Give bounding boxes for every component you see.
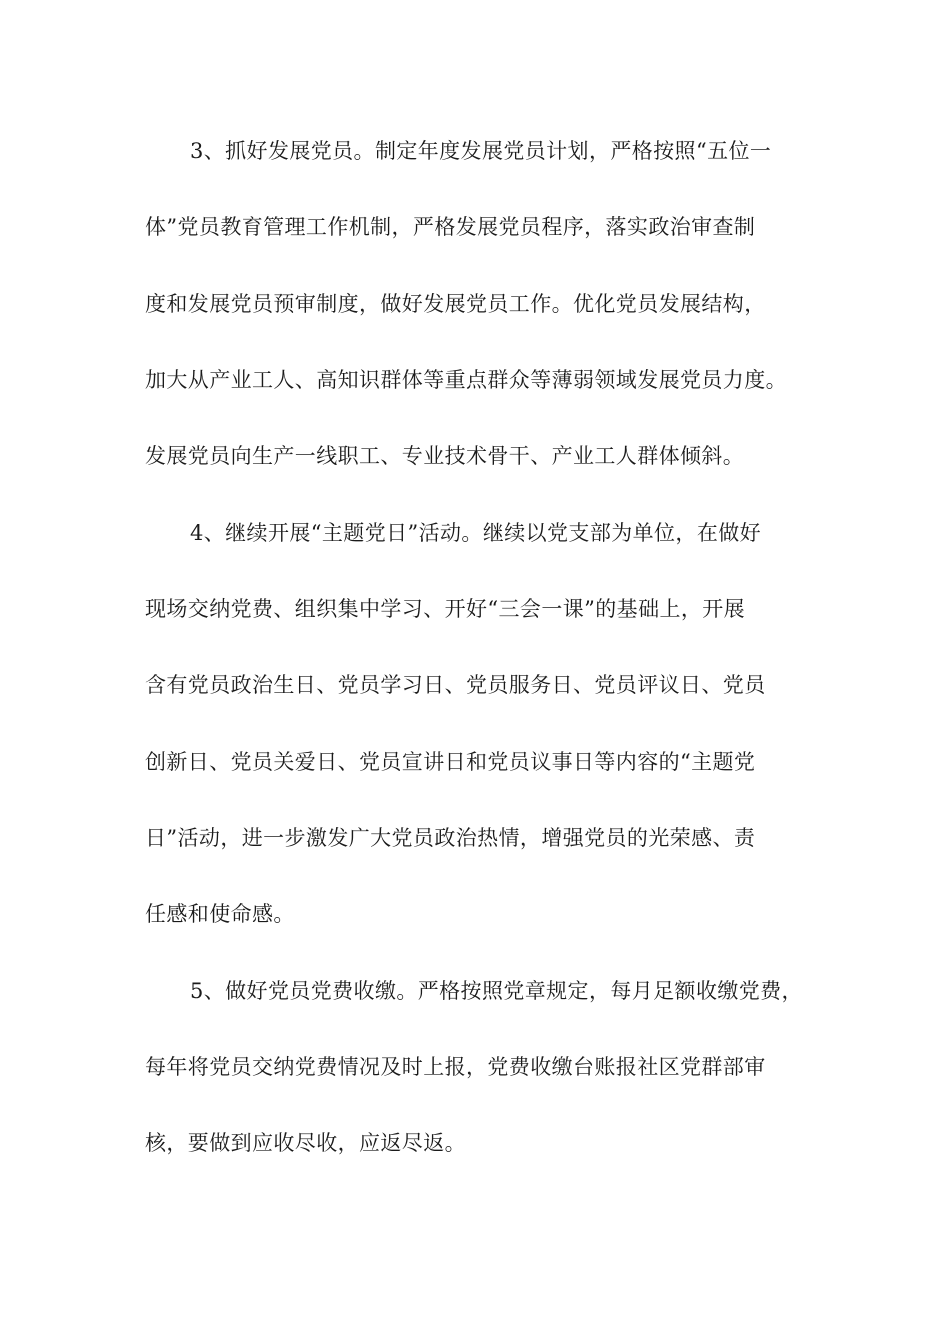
paragraph-line: 3、抓好发展党员。制定年度发展党员计划，严格按照“五位一 bbox=[190, 139, 772, 163]
paragraph-line: 核，要做到应收尽收，应返尽返。 bbox=[145, 1131, 466, 1155]
paragraph-line: 日”活动，进一步激发广大党员政治热情，增强党员的光荣感、责 bbox=[145, 826, 756, 850]
paragraph-line: 含有党员政治生日、党员学习日、党员服务日、党员评议日、党员 bbox=[145, 673, 766, 697]
paragraph-line: 度和发展党员预审制度，做好发展党员工作。优化党员发展结构， bbox=[145, 292, 766, 316]
paragraph-line: 发展党员向生产一线职工、专业技术骨干、产业工人群体倾斜。 bbox=[145, 444, 745, 468]
paragraph-line: 加大从产业工人、高知识群体等重点群众等薄弱领域发展党员力度。 bbox=[145, 368, 787, 392]
paragraph-line: 任感和使命感。 bbox=[145, 902, 295, 926]
paragraph-line: 5、做好党员党费收缴。严格按照党章规定，每月足额收缴党费， bbox=[190, 979, 803, 1003]
paragraph-line: 创新日、党员关爱日、党员宣讲日和党员议事日等内容的“主题党 bbox=[145, 750, 756, 774]
paragraph-line: 现场交纳党费、组织集中学习、开好“三会一课”的基础上，开展 bbox=[145, 597, 746, 621]
paragraph-line: 体”党员教育管理工作机制，严格发展党员程序，落实政治审查制 bbox=[145, 215, 756, 239]
paragraph-line: 每年将党员交纳党费情况及时上报，党费收缴台账报社区党群部审 bbox=[145, 1055, 766, 1079]
paragraph-line: 4、继续开展“主题党日”活动。继续以党支部为单位，在做好 bbox=[190, 521, 762, 545]
